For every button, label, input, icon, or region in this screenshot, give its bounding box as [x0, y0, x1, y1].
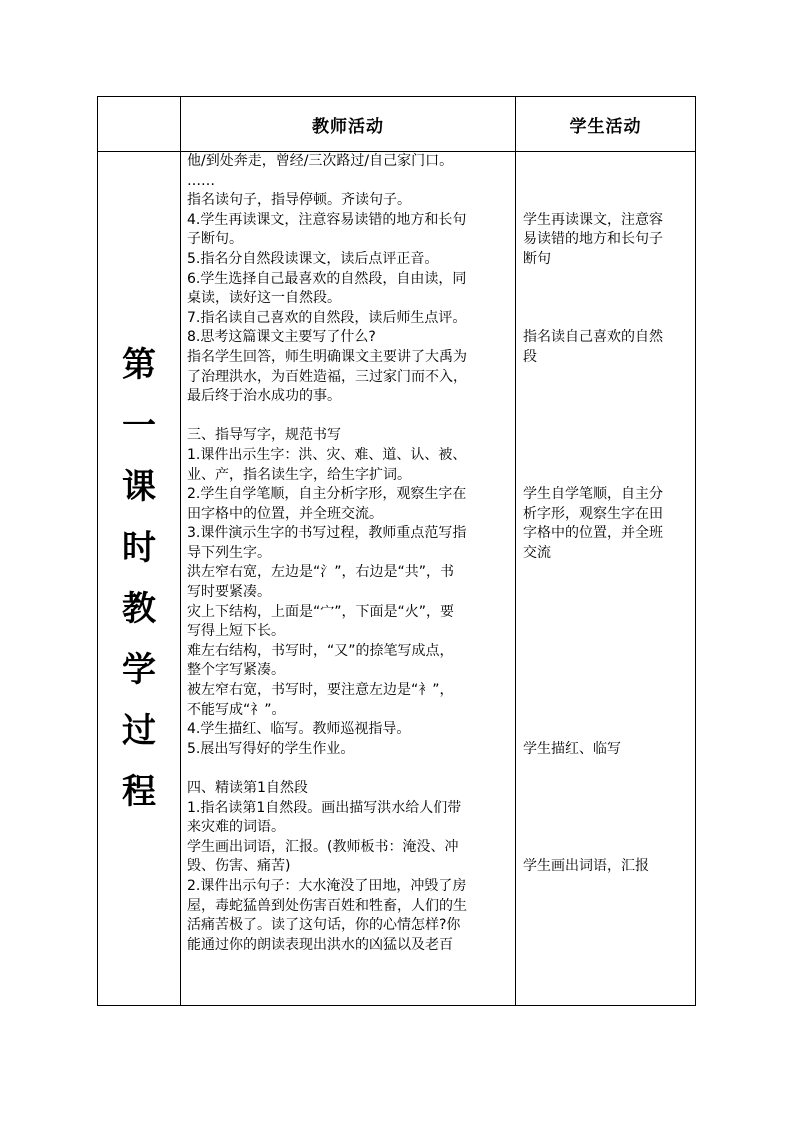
student-activity-line: 学生描红、临写	[523, 740, 621, 757]
teacher-activity-line: 6.学生选择自己最喜欢的自然段，自由读，同	[187, 270, 467, 287]
teacher-activity-line: 能通过你的朗读表现出洪水的凶猛以及老百	[187, 936, 453, 953]
teacher-activity-line: 指名学生回答，师生明确课文主要讲了大禹为	[187, 348, 467, 365]
student-activity-line: 段	[523, 348, 537, 365]
student-activity-gap	[523, 720, 690, 740]
teacher-activity-line: 5.展出写得好的学生作业。	[187, 740, 355, 757]
student-activity-gap	[523, 426, 690, 446]
student-activity-line: 指名读自己喜欢的自然	[523, 329, 663, 346]
teacher-activity-line: 灾上下结构，上面是“宀”，下面是“火”，要	[187, 603, 455, 620]
teacher-activity-line: 3.课件演示生字的书写过程，教师重点范写指	[187, 525, 467, 542]
teacher-activity-header: 教师活动	[312, 116, 384, 137]
student-activity-line: 易读错的地方和长句子	[523, 231, 663, 248]
side-title-char: 时	[122, 527, 156, 568]
student-activity-gap	[523, 838, 690, 858]
teacher-activity-line: 毁、伤害、痛苦)	[187, 858, 291, 875]
student-activity-gap	[523, 152, 690, 172]
teacher-activity-line: 1.课件出示生字：洪、灾、难、道、认、被、	[187, 446, 467, 463]
student-activity-gap	[523, 407, 690, 427]
teacher-activity-gap	[187, 759, 510, 779]
teacher-activity-line: 整个字写紧凑。	[187, 662, 285, 679]
lesson-plan-table	[97, 96, 696, 1006]
teacher-activity-line: 最后终于治水成功的事。	[187, 388, 341, 405]
teacher-activity-line: 他/到处奔走，曾经/三次路过/自己家门口。	[187, 153, 454, 169]
teacher-activity-line: 4.学生再读课文，注意容易读错的地方和长句	[187, 211, 467, 228]
teacher-activity-line: 写得上短下长。	[187, 623, 285, 640]
student-activity-line: 学生画出词语，汇报	[523, 858, 649, 875]
side-title-cell	[98, 152, 181, 1006]
teacher-activity-line: 学生画出词语，汇报。(教师板书：淹没、冲	[187, 838, 459, 855]
student-activity-gap	[523, 661, 690, 681]
header-row	[98, 97, 696, 152]
teacher-activity-line: 三、指导写字，规范书写	[187, 427, 341, 444]
teacher-activity-line: 4.学生描红、临写。教师巡视指导。	[187, 721, 411, 738]
student-activity-line: 断句	[523, 250, 551, 267]
student-activity-gap	[523, 759, 690, 779]
student-activity-line: 学生再读课文，注意容	[523, 211, 663, 228]
student-activity-gap	[523, 563, 690, 583]
teacher-activity-line: 四、精读第1自然段	[187, 780, 308, 796]
student-activity-gap	[523, 779, 690, 799]
student-activity-gap	[523, 818, 690, 838]
side-title-char: 过	[122, 710, 156, 751]
teacher-activity-line: 指名读句子，指导停顿。齐读句子。	[187, 192, 411, 209]
student-activity-gap	[523, 270, 690, 290]
teacher-activity-line: 导下列生字。	[187, 544, 271, 561]
student-activity-gap	[523, 701, 690, 721]
teacher-activity-line: ……	[187, 172, 215, 189]
vertical-section-title	[98, 335, 180, 823]
teacher-activity-cell	[181, 152, 516, 1006]
student-activity-line: 学生自学笔顺，自主分	[523, 486, 663, 503]
side-title-char: 一	[122, 405, 156, 446]
side-title-char: 教	[122, 588, 156, 629]
header-teacher-cell	[181, 97, 516, 152]
teacher-activity-line: 难左右结构，书写时，“又”的捺笔写成点，	[187, 642, 454, 659]
student-activity-gap	[523, 172, 690, 192]
student-activity-gap	[523, 681, 690, 701]
teacher-activity-line: 活痛苦极了。读了这句话，你的心情怎样?你	[187, 917, 461, 934]
student-activity-line: 析字形，观察生字在田	[523, 505, 663, 522]
header-student-cell	[516, 97, 696, 152]
teacher-activity-gap	[187, 407, 510, 427]
teacher-activity-line: 洪左窄右宽，左边是“氵”，右边是“共”，书	[187, 564, 455, 581]
student-activity-cell	[516, 152, 696, 1006]
content-row	[98, 152, 696, 1006]
teacher-activity-line: 被左窄右宽，书写时，要注意左边是“衤”，	[187, 682, 454, 699]
student-activity-gap	[523, 191, 690, 211]
student-activity-gap	[523, 603, 690, 623]
teacher-activity-line: 写时要紧凑。	[187, 584, 271, 601]
student-activity-line: 交流	[523, 544, 551, 561]
teacher-activity-line: 屋，毒蛇猛兽到处伤害百姓和牲畜，人们的生	[187, 897, 467, 914]
teacher-activity-line: 桌读，读好这一自然段。	[187, 290, 341, 307]
student-activity-gap	[523, 642, 690, 662]
side-title-char: 第	[122, 344, 156, 385]
teacher-activity-line: 田字格中的位置，并全班交流。	[187, 505, 383, 522]
teacher-activity-line: 不能写成“礻”。	[187, 701, 286, 718]
teacher-activity-line: 2.学生自学笔顺，自主分析字形，观察生字在	[187, 486, 467, 503]
student-activity-gap	[523, 368, 690, 388]
side-title-char: 课	[122, 466, 156, 507]
teacher-activity-line: 8.思考这篇课文主要写了什么?	[187, 329, 376, 346]
teacher-activity-line: 7.指名读自己喜欢的自然段，读后师生点评。	[187, 309, 467, 326]
side-title-char: 学	[122, 649, 156, 690]
teacher-activity-line: 2.课件出示句子：大水淹没了田地，冲毁了房	[187, 877, 467, 894]
teacher-activity-line: 5.指名分自然段读课文，读后点评正音。	[187, 250, 439, 267]
teacher-activity-line: 了治理洪水，为百姓造福，三过家门而不入，	[187, 368, 467, 385]
teacher-activity-line: 1.指名读第1自然段。画出描写洪水给人们带	[187, 799, 462, 816]
student-activity-gap	[523, 622, 690, 642]
student-activity-header: 学生活动	[569, 116, 642, 137]
header-blank-cell	[98, 97, 181, 152]
student-activity-gap	[523, 799, 690, 819]
student-activity-gap	[523, 289, 690, 309]
teacher-activity-line: 子断句。	[187, 231, 243, 248]
side-title-char: 程	[122, 771, 156, 812]
teacher-activity-line: 业、产，指名读生字，给生字扩词。	[187, 466, 411, 483]
student-activity-gap	[523, 309, 690, 329]
student-activity-gap	[523, 466, 690, 486]
student-activity-gap	[523, 446, 690, 466]
student-activity-gap	[523, 583, 690, 603]
student-activity-gap	[523, 387, 690, 407]
teacher-activity-line: 来灾难的词语。	[187, 819, 285, 836]
student-activity-line: 字格中的位置，并全班	[523, 525, 663, 542]
